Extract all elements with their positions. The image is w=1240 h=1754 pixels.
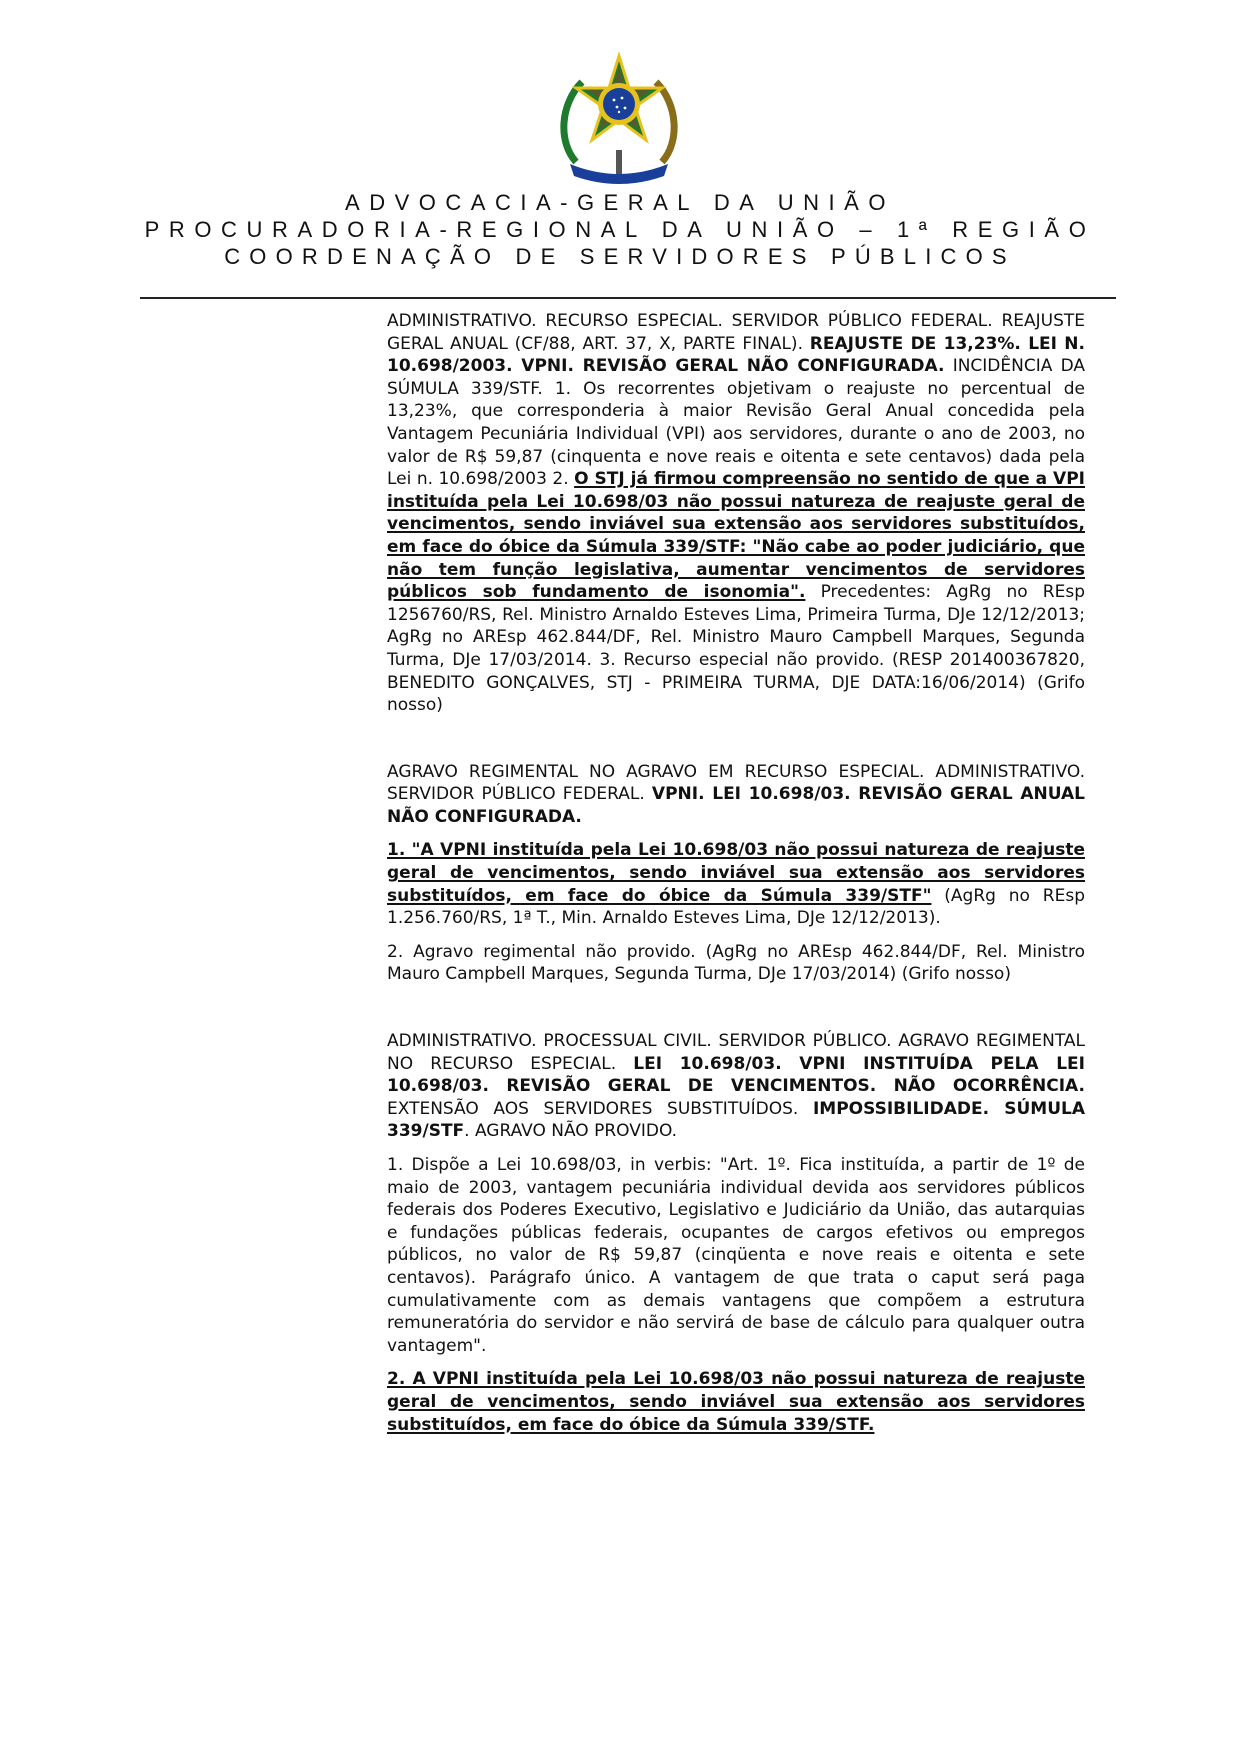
block2-paragraph-2 (387, 839, 1085, 929)
block1-bold-b: REAJUSTE DE 13,23%. LEI N. 10.698/2003. VPNI. REVISÃO GERAL NÃO CONFIGURADA. (387, 333, 1085, 377)
block2-text-a: AGRAVO REGIMENTAL NO AGRAVO EM RECURSO ESPECIAL. ADMINISTRATIVO. SERVIDOR PÚBLICO FEDERAL. (387, 761, 1085, 805)
block3-text-c: EXTENSÃO AOS SERVIDORES SUBSTITUÍDOS. (387, 1098, 813, 1119)
block2-paragraph-3: 2. Agravo regimental não provido. (AgRg no AREsp 462.844/DF, Rel. Ministro Mauro Campbell Marques, Segunda Turma, DJe 17/03/2014) (Grifo nosso) (387, 941, 1085, 985)
header-line-1: ADVOCACIA-GERAL DA UNIÃO (345, 190, 895, 215)
block2-text-b: (AgRg no REsp 1.256.760/RS, 1ª T., Min. Arnaldo Esteves Lima, DJe 12/12/2013). (387, 885, 1086, 929)
header-line-3: COORDENAÇÃO DE SERVIDORES PÚBLICOS (224, 244, 1016, 269)
block1-text-c: INCIDÊNCIA DA SÚMULA 339/STF. 1. Os recorrentes objetivam o reajuste no percentual de 13,23%, que corresponderia à maior Revisão Geral Anual concedida pela Vantagem Pecuniária Individual (VPI) aos servidores, durante o ano de 2003, no valor de R$ 59,87 (cinquenta e nove reais e oitenta e sete centavos) dada pela Lei n. 10.698/2003 2. (387, 356, 1085, 490)
block1-bold-underlined-d: O STJ já firmou compreensão no sentido de que a VPI instituída pela Lei 10.698/03 não possui natureza de reajuste geral de vencimentos, sendo inviável sua extensão aos servidores substituídos, em face do óbice da Súmula 339/STF: "Não cabe ao poder judiciário, que não tem função legislativa, aumentar vencimentos de servidores públicos sob fundamento de isonomia". (387, 469, 1085, 603)
block3-bold-d: IMPOSSIBILIDADE. SÚMULA 339/STF (387, 1098, 1085, 1142)
block2-bold-underlined-a: 1. "A VPNI instituída pela Lei 10.698/03 não possui natureza de reajuste geral de vencimentos, sendo inviável sua extensão aos servidores substituídos, em face do óbice da Súmula 339/STF" (387, 840, 1085, 906)
block3-bold-b: LEI 10.698/03. VPNI INSTITUÍDA PELA LEI 10.698/03. REVISÃO GERAL DE VENCIMENTOS. NÃO OCORRÊNCIA. (387, 1053, 1085, 1097)
block1-paragraph (387, 310, 1085, 717)
block2-bold-b: VPNI. LEI 10.698/03. REVISÃO GERAL ANUAL NÃO CONFIGURADA. (387, 784, 1085, 827)
block3-text-e: . AGRAVO NÃO PROVIDO. (464, 1121, 678, 1142)
block3-paragraph-3: 2. A VPNI instituída pela Lei 10.698/03 não possui natureza de reajuste geral de vencimentos, sendo inviável sua extensão aos servidores substituídos, em face do óbice da Súmula 339/STF. (387, 1369, 1085, 1435)
block1-text-e: Precedentes: AgRg no REsp 1256760/RS, Rel. Ministro Arnaldo Esteves Lima, Primeira Turma, DJe 12/12/2013; AgRg no AREsp 462.844/DF, Rel. Ministro Mauro Campbell Marques, Segunda Turma, DJe 17/03/2014. 3. Recurso especial não provido. (RESP 201400367820, BENEDITO GONÇALVES, STJ - PRIMEIRA TURMA, DJE DATA:16/06/2014) (Grifo nosso) (387, 582, 1085, 716)
coat-of-arms-icon (556, 52, 682, 184)
header-line-2: PROCURADORIA-REGIONAL DA UNIÃO – 1ª REGIÃO (144, 217, 1096, 242)
block3-paragraph-2: 1. Dispõe a Lei 10.698/03, in verbis: "Art. 1º. Fica instituída, a partir de 1º de maio de 2003, vantagem pecuniária individual devida aos servidores públicos federais dos Poderes Executivo, Legislativo e Judiciário da União, das autarquias e fundações públicas federais, ocupantes de cargos efetivos ou empregos públicos, no valor de R$ 59,87 (cinqüenta e nove reais e oitenta e sete centavos). Parágrafo único. A vantagem de que trata o caput será paga cumulativamente com as demais vantagens que compõem a estrutura remuneratória do servidor e não servirá de base de cálculo para qualquer outra vantagem". (387, 1155, 1085, 1356)
block3-text-a: ADMINISTRATIVO. PROCESSUAL CIVIL. SERVIDOR PÚBLICO. AGRAVO REGIMENTAL NO RECURSO ESPECIAL. (387, 1031, 1085, 1074)
document-body (387, 310, 1085, 1436)
header-divider (140, 297, 1116, 299)
block1-text-a: ADMINISTRATIVO. RECURSO ESPECIAL. SERVIDOR PÚBLICO FEDERAL. REAJUSTE GERAL ANUAL (CF/88, ART. 37, X, PARTE FINAL). (387, 311, 1085, 354)
block3-paragraph-1 (387, 1030, 1085, 1143)
block2-paragraph-1 (387, 761, 1085, 829)
